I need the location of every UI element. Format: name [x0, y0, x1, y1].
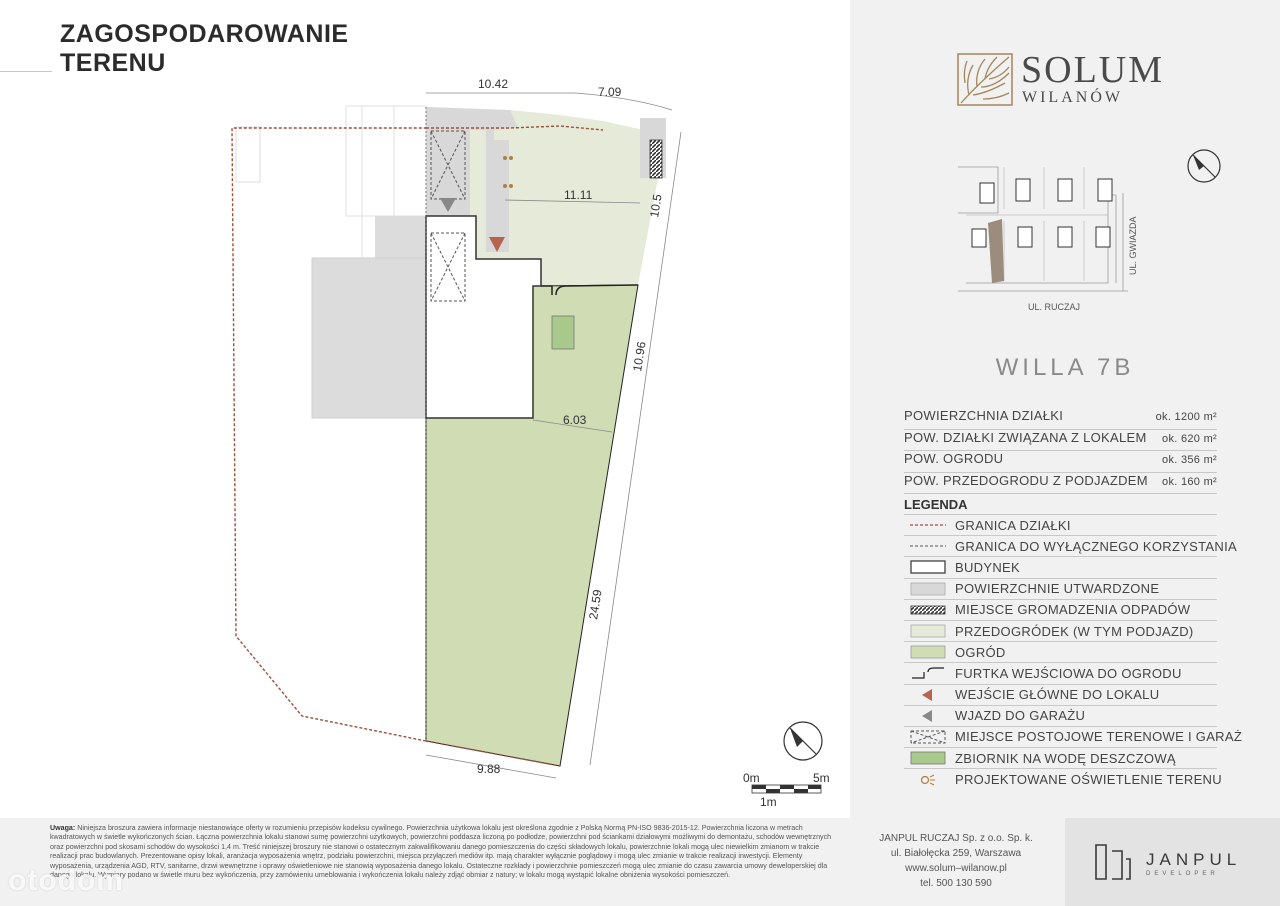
legend-item: [904, 536, 1237, 557]
scale-unit: 1m: [760, 795, 777, 809]
map-street-bottom: UL. RUCZAJ: [1028, 302, 1081, 312]
site-location-map: [958, 163, 1138, 315]
plot-boundary-line-icon: [910, 518, 946, 532]
stat-label: POW. PRZEDOGRODU Z PODJAZDEM: [904, 472, 1148, 488]
neighbour-buildings: [236, 106, 427, 418]
legend-label: WEJŚCIE GŁÓWNE DO LOKALU: [955, 687, 1160, 703]
legend-label: GRANICA DZIAŁKI: [955, 517, 1071, 533]
dim-right-middle: 10.96: [630, 340, 649, 373]
solum-leaf-logo-icon: [957, 53, 1013, 106]
exclusive-use-boundary-line-icon: [910, 539, 946, 553]
dim-top-left: 10.42: [478, 77, 509, 91]
developer-name: JANPUL: [1146, 850, 1242, 869]
legend-item: [904, 579, 1217, 600]
stat-row: [904, 451, 1217, 473]
dim-inner-width: 11.11: [564, 188, 593, 202]
legend-label: WJAZD DO GARAŻU: [955, 708, 1086, 724]
legend-label: OGRÓD: [955, 644, 1006, 660]
legend-label: POWIERZCHNIE UTWARDZONE: [955, 581, 1160, 597]
dim-top-right: 7.09: [598, 85, 622, 99]
disclaimer-note: [50, 824, 836, 880]
legend-label: FURTKA WEJŚCIOWA DO OGRODU: [955, 665, 1182, 681]
company-name: JANPUL RUCZAJ Sp. z o.o. Sp. k.: [879, 833, 1033, 844]
legend-item: [904, 769, 1222, 790]
legend-label: PRZEDOGRÓDEK (W TYM PODJAZD): [955, 623, 1194, 639]
garden-swatch-icon: [910, 645, 946, 659]
legend-item: [904, 706, 1217, 727]
developer-tag: DEVELOPER: [1146, 871, 1219, 877]
legend-label: MIEJSCE POSTOJOWE TERENOWE I GARAŻ: [955, 729, 1243, 745]
dim-garden-width: 6.03: [563, 413, 587, 427]
stat-value: ok. 356 m²: [1162, 454, 1217, 466]
lighting-icon: [910, 773, 946, 787]
garden-gate-icon: [910, 666, 946, 680]
scale-end: 5m: [813, 771, 830, 785]
dim-right-lower: 24.59: [586, 588, 605, 621]
disclaimer-heading: Uwaga:: [50, 824, 76, 832]
legend-item: [904, 685, 1217, 706]
company-address: ul. Białołęcka 259, Warszawa: [890, 848, 1022, 859]
scale-bar: [752, 785, 821, 793]
map-street-right: UL. GWIAZDA: [1128, 216, 1138, 275]
stat-label: POW. DZIAŁKI ZWIĄZANA Z LOKALEM: [904, 429, 1147, 445]
legend-item: [904, 748, 1217, 769]
dim-right-upper: 10.5: [647, 193, 665, 219]
compass-icon: [784, 722, 822, 760]
legend-label: ZBIORNIK NA WODĘ DESZCZOWĄ: [955, 750, 1176, 766]
disclaimer-text: Niniejsza broszura zawiera informacje niestanowiące oferty w rozumieniu przepisów kodeksu cywilnego. Powierzchnia użytkowa lokalu jest określona zgodnie z Polską Normą PN-ISO 9836-2015-12. Powierzchnia liczona w metrach kwadratowych w świetle wykończonych ścian. Łączna powierzchnia lokalu stanowi sumę powierzchni użytkowych, powierzchni poddasza liczoną po podłodze, powierzchni pod ściankami działowymi możliwymi do demontażu, schodów wewnętrznych oraz powierzchni pod skosami schodów do wysokości 1,4 m. Treść niniejszej broszury nie stanowi o ostatecznym zakwalifikowaniu danego pomieszczenia do części składowych lokalu, powierzchnie lokali mogą ulec niewielkim zmianom w trakcie realizacji prac budowlanych. Prezentowane opisy lokali, aranżacja wyposażenia wnętrz, podziału powierzchni, miejsca przyłączeń mediów itp. mają charakter wyłącznie poglądowy i mogą ulec zmianie w trakcie realizacji inwestycji. Elementy wyposażenia, urządzenia AGD, RTV, sanitarne, drzwi wewnętrzne i oprawy oświetleniowe nie stanowią wyposażenia danego lokalu. Ostateczne rozkłady i powierzchnie pomieszczeń mogą ulec zmianie do czasu zawarcia umowy deweloperskiej dla danego lokalu. Wymiary podano w świetle muru bez wykończenia, przy zamówieniu umeblowania i wykończenia lokalu należy zdjąć obmiar z natury; w lokalu mogą wystąpić lokalne obniżenia wysokości pomieszczeń.: [50, 824, 832, 880]
stat-value: ok. 1200 m²: [1155, 411, 1217, 423]
stat-label: POW. OGRODU: [904, 451, 1004, 466]
page-title-line2: TERENU: [60, 49, 166, 77]
stats-and-legend: [904, 408, 1243, 790]
rainwater-tank-swatch-icon: [910, 751, 946, 765]
legend-label: BUDYNEK: [955, 559, 1020, 575]
legend-label: GRANICA DO WYŁĄCZNEGO KORZYSTANIA: [955, 538, 1237, 554]
waste-area-swatch-icon: [910, 603, 946, 617]
company-info: [850, 831, 1062, 891]
legend-item: [904, 621, 1217, 642]
page-title-line1: ZAGOSPODAROWANIE: [60, 20, 349, 48]
company-phone: tel. 500 130 590: [920, 878, 992, 889]
legend-title: LEGENDA: [904, 497, 1217, 515]
legend-item: [904, 727, 1243, 748]
front-garden-swatch-icon: [910, 624, 946, 638]
legend-label: MIEJSCE GROMADZENIA ODPADÓW: [955, 602, 1191, 618]
watermark: otodom: [8, 864, 124, 897]
stat-row: [904, 473, 1217, 495]
legend-item: [904, 663, 1217, 684]
rainwater-tank: [552, 316, 574, 349]
stat-value: ok. 160 m²: [1162, 475, 1217, 488]
main-entrance-arrow-icon: [910, 688, 946, 702]
brand-subtitle: WILANÓW: [1022, 89, 1123, 106]
scale-start: 0m: [743, 771, 760, 785]
legend-item: [904, 557, 1217, 578]
legend-item: [904, 600, 1217, 621]
company-website: www.solum–wilanow.pl: [905, 863, 1007, 874]
stat-row: [904, 408, 1217, 430]
stat-row: [904, 430, 1217, 452]
parking-space-icon: [910, 730, 946, 744]
janpul-mark-icon: [1092, 841, 1132, 883]
villa-title: WILLA 7B: [995, 354, 1135, 381]
brand-name: SOLUM: [1021, 49, 1165, 91]
stat-value: ok. 620 m²: [1162, 432, 1217, 445]
dim-bottom: 9.88: [477, 762, 501, 776]
garage-entrance-arrow-icon: [910, 709, 946, 723]
legend-item: [904, 515, 1217, 536]
legend-label: PROJEKTOWANE OŚWIETLENIE TERENU: [955, 772, 1222, 788]
legend-item: [904, 642, 1217, 663]
building-swatch-icon: [910, 560, 946, 574]
stat-label: POWIERZCHNIA DZIAŁKI: [904, 408, 1064, 423]
hardened-surface-swatch-icon: [910, 582, 946, 596]
waste-collection-area: [650, 140, 662, 178]
north-compass-icon: [1186, 148, 1222, 184]
